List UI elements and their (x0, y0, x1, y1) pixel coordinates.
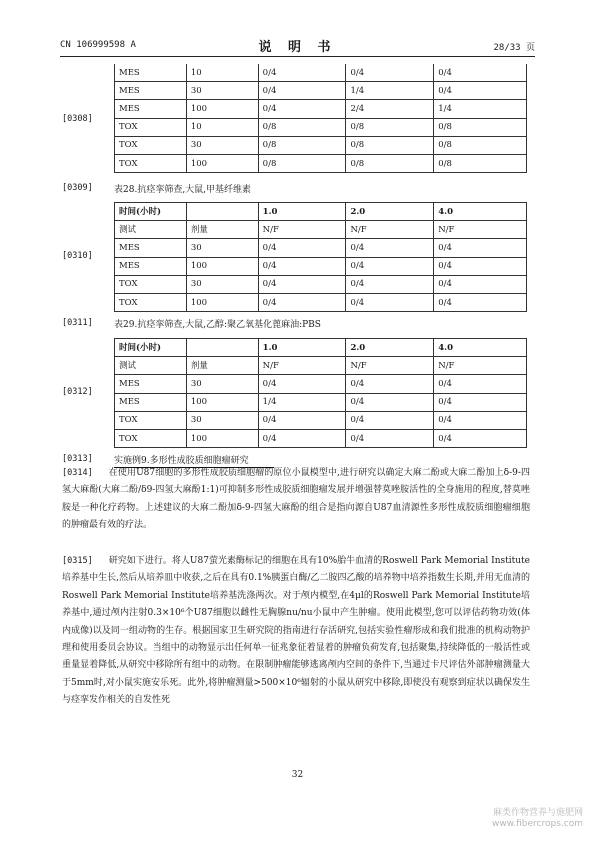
paragraph-0314 (62, 465, 530, 535)
table-cell: TOX (115, 293, 187, 311)
table-row (115, 118, 527, 136)
document-title: 说 明 书 (258, 40, 337, 55)
table-cell: 0/4 (258, 293, 346, 311)
table-cell: 时间(小时) (115, 203, 187, 221)
table-cell: 30 (186, 411, 258, 429)
table-cell: 30 (186, 239, 258, 257)
table-cell: 0/4 (434, 393, 527, 411)
table-cell: 0/8 (434, 136, 527, 154)
paragraph-text: 研究如下进行。将人U87萤光素酶标记的细胞在具有10%胎牛血清的Roswell Park Memorial Institute培养基中生长,然后从培养皿中收获,之后在具有0.1%胰蛋白酶/乙二胺四乙酸的培养物中培养指数生长期,并用无血清的Roswell Park Memorial Institute培养基洗涤两次。对于颅内模型,在4μl的Roswell Park Memorial Institute培养基中,通过颅内注射0.3×10⁶个U87细胞以雌性无胸腺nu/nu小鼠中产生肿瘤。使用此模型,您可以评估药物功效(体内成像)以及同一组动物的生存。根据国家卫生研究院的指南进行存活研究,包括实验性瘤形成和我们批准的机构动物护理和使用委员会协议。当组中的动物显示出任何单一征兆象征着显着的肿瘤负荷发育,包括聚集,持续降低的一般活性或重量显着降低,从研究中移除所有组中的动物。在限制肿瘤能够逃离颅内空间的条件下,当通过卡尺评估外部肿瘤测量大于5mm时,对小鼠实施安乐死。此外,将肿瘤测量>500×10⁶辐射的小鼠从研究中移除,即使没有观察到症状以确保发生与痉挛发作相关的自发性死 (62, 556, 530, 706)
table-subheader-row (115, 221, 527, 239)
table-header-row (115, 203, 527, 221)
table-cell: 0/4 (258, 257, 346, 275)
table-cell: 1/4 (434, 100, 527, 118)
table-cell: 测试 (115, 357, 187, 375)
table-cell: 1/4 (258, 393, 346, 411)
table-cell: 0/4 (258, 64, 346, 82)
table-cell: 0/4 (434, 429, 527, 447)
table-cell: 2.0 (346, 203, 434, 221)
table-cell: 0/4 (434, 293, 527, 311)
table-cell: 0/8 (346, 136, 434, 154)
table-cell: MES (115, 375, 187, 393)
table-cell: 0/4 (258, 429, 346, 447)
table-cell: 剂量 (186, 357, 258, 375)
table-cell: 0/8 (434, 118, 527, 136)
table-cell: 0/4 (346, 375, 434, 393)
table-cell: 1.0 (258, 339, 346, 357)
paragraph-number: [0313] (62, 454, 93, 464)
table-cell: 30 (186, 275, 258, 293)
table-row (115, 136, 527, 154)
table-cell: 0/4 (434, 257, 527, 275)
table-row (115, 275, 527, 293)
table-cell: TOX (115, 275, 187, 293)
table-cell: N/F (258, 357, 346, 375)
table-cell: 0/4 (258, 375, 346, 393)
table-cell: 0/4 (346, 64, 434, 82)
watermark-url: www.fibercrops.com (492, 819, 583, 829)
table-cell: 0/4 (258, 411, 346, 429)
paragraph-number: [0315] (62, 556, 93, 566)
table-cell: 4.0 (434, 203, 527, 221)
table-cell: 0/4 (434, 411, 527, 429)
table-cell: MES (115, 393, 187, 411)
table-cell: 4.0 (434, 339, 527, 357)
paragraph-number: [0308] (62, 114, 93, 124)
table-cell: 1/4 (346, 82, 434, 100)
section-title: 实施例9.多形性成胶质细胞瘤研究 (114, 453, 274, 468)
table-cell: N/F (434, 357, 527, 375)
table-cell: TOX (115, 429, 187, 447)
table-28 (114, 202, 527, 312)
table-cell: 0/4 (346, 257, 434, 275)
paragraph-number: [0312] (62, 387, 93, 397)
table-cell (186, 339, 258, 357)
table-cell: MES (115, 257, 187, 275)
table-cell: 0/4 (434, 82, 527, 100)
table-cell: 0/4 (434, 375, 527, 393)
table-cell: 30 (186, 82, 258, 100)
table-cell: 10 (186, 118, 258, 136)
table-cell: 0/4 (258, 82, 346, 100)
page-header (60, 36, 535, 54)
table-cell: 0/4 (434, 275, 527, 293)
watermark (492, 808, 583, 830)
table-cell: TOX (115, 118, 187, 136)
paragraph-text: 在使用U87细胞的多形性成胶质细胞瘤的原位小鼠模型中,进行研究以确定大麻二酚或大麻二酚加上δ-9-四氢大麻酚(大麻二酚/δ9-四氢大麻酚1:1)可抑制多形性成胶质细胞瘤发展并增强替莫唑胺活性的全身施用的程度,替莫唑胺是一种化疗药物。上述建议的大麻二酚加δ-9-四氢大麻酚的组合是指向源自U87血清源性多形性成胶质细胞瘤细胞的肿瘤最有效的疗法。 (62, 468, 530, 531)
paragraph-number: [0314] (62, 468, 93, 478)
table-cell: N/F (434, 221, 527, 239)
table-row (115, 293, 527, 311)
table-cell: 0/4 (346, 275, 434, 293)
table-header-row (115, 339, 527, 357)
table-29 (114, 338, 527, 448)
table-top-continuation (114, 64, 527, 173)
table-cell: 2.0 (346, 339, 434, 357)
page-number: 32 (291, 770, 304, 780)
table-row (115, 393, 527, 411)
table-cell: 0/8 (258, 136, 346, 154)
table-cell: 0/8 (434, 154, 527, 172)
table-cell: MES (115, 239, 187, 257)
table-cell: 100 (186, 429, 258, 447)
table-row (115, 64, 527, 82)
table-row (115, 375, 527, 393)
table-cell: 100 (186, 393, 258, 411)
table-cell: 时间(小时) (115, 339, 187, 357)
table-cell: MES (115, 64, 187, 82)
table-cell: 0/4 (346, 293, 434, 311)
table-cell: N/F (258, 221, 346, 239)
page-indicator: 28/33 页 (493, 43, 535, 53)
table-cell (186, 203, 258, 221)
table-cell: 10 (186, 64, 258, 82)
table-29-caption: 表29.抗痉挛筛查,大鼠,乙醇:聚乙氧基化蓖麻油:PBS (114, 320, 321, 330)
table-cell: MES (115, 82, 187, 100)
paragraph-0315 (62, 553, 530, 710)
table-cell: 0/4 (434, 64, 527, 82)
table-cell: MES (115, 100, 187, 118)
patent-number: CN 106999598 A (60, 40, 136, 50)
table-cell: 0/4 (346, 239, 434, 257)
table-cell: 0/8 (346, 154, 434, 172)
table-cell: 0/4 (346, 429, 434, 447)
header-divider (60, 56, 535, 57)
table-cell: 0/4 (434, 239, 527, 257)
table-cell: 0/4 (258, 275, 346, 293)
table-cell: 0/4 (258, 239, 346, 257)
table-cell: 0/8 (258, 118, 346, 136)
table-row (115, 100, 527, 118)
table-cell: N/F (346, 221, 434, 239)
table-cell: 2/4 (346, 100, 434, 118)
table-row (115, 257, 527, 275)
table-row (115, 82, 527, 100)
table-cell: 100 (186, 293, 258, 311)
table-row (115, 154, 527, 172)
table-cell: 100 (186, 100, 258, 118)
table-28-caption: 表28.抗痉挛筛查,大鼠,甲基纤维素 (114, 185, 252, 195)
table-cell: TOX (115, 136, 187, 154)
paragraph-number: [0309] (62, 183, 93, 193)
table-cell: 100 (186, 154, 258, 172)
table-cell: 0/8 (346, 118, 434, 136)
table-cell: TOX (115, 411, 187, 429)
paragraph-number: [0311] (62, 318, 93, 328)
table-cell: 30 (186, 375, 258, 393)
table-cell: 100 (186, 257, 258, 275)
table-cell: TOX (115, 154, 187, 172)
table-cell: 0/4 (346, 411, 434, 429)
table-row (115, 429, 527, 447)
table-cell: 剂量 (186, 221, 258, 239)
watermark-site-name: 麻类作物营养与施肥网 (492, 808, 583, 818)
table-cell: 1.0 (258, 203, 346, 221)
table-row (115, 411, 527, 429)
table-cell: 测试 (115, 221, 187, 239)
table-cell: 30 (186, 136, 258, 154)
table-cell: 0/4 (346, 393, 434, 411)
table-row (115, 239, 527, 257)
table-cell: 0/8 (258, 154, 346, 172)
table-cell: N/F (346, 357, 434, 375)
table-cell: 0/4 (258, 100, 346, 118)
table-subheader-row (115, 357, 527, 375)
paragraph-number: [0310] (62, 251, 93, 261)
